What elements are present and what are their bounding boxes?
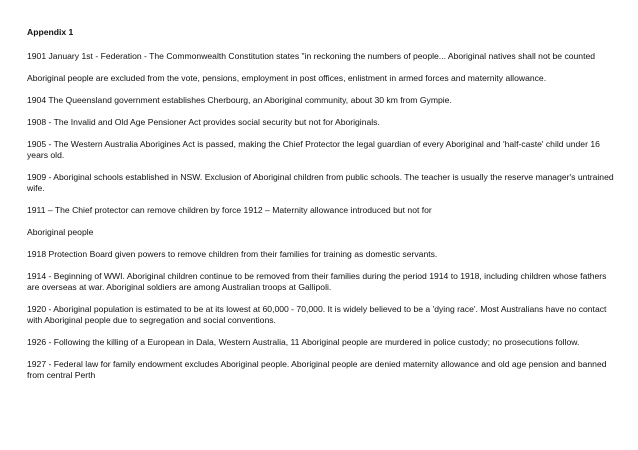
paragraph-1908-pension-act: 1908 - The Invalid and Old Age Pensioner Act provides social security but not for Aboriginals.	[27, 117, 380, 127]
paragraph-1926-dala: 1926 - Following the killing of a European in Dala, Western Australia, 11 Aboriginal people are murdered in police custody; no prosecutions follow.	[27, 337, 580, 347]
paragraph-1904-cherbourg: 1904 The Queensland government establishes Cherbourg, an Aboriginal community, about 30 km from Gympie.	[27, 95, 452, 105]
paragraph-1909-schools: 1909 - Aboriginal schools established in NSW. Exclusion of Aboriginal children from public schools. The teacher is usually the reserve manager's untrained wife.	[27, 172, 614, 193]
appendix-heading: Appendix 1	[27, 27, 74, 37]
document-page	[27, 27, 617, 392]
paragraph-1901-federation: 1901 January 1st - Federation - The Commonwealth Constitution states "in reckoning the numbers of people... Aboriginal natives shall not be counted	[27, 51, 596, 61]
paragraph-aboriginal-people: Aboriginal people	[27, 227, 94, 237]
paragraph-exclusions: Aboriginal people are excluded from the vote, pensions, employment in post offices, enlistment in armed forces and maternity allowance.	[27, 73, 547, 83]
paragraph-1905-wa-act: 1905 - The Western Australia Aborigines Act is passed, making the Chief Protector the legal guardian of every Aboriginal and 'half-caste' child under 16 years old.	[27, 139, 600, 160]
paragraph-1911-removal: 1911 – The Chief protector can remove children by force 1912 – Maternity allowance introduced but not for	[27, 205, 432, 215]
paragraph-1927-family-endowment: 1927 - Federal law for family endowment excludes Aboriginal people. Aboriginal people are denied maternity allowance and old age pension and banned from central Perth	[27, 359, 607, 380]
paragraph-1918-protection-board: 1918 Protection Board given powers to remove children from their families for training as domestic servants.	[27, 249, 438, 259]
paragraph-1920-population: 1920 - Aboriginal population is estimated to be at its lowest at 60,000 - 70,000. It is widely believed to be a 'dying race'. Most Australians have no contact with Aboriginal people due to segregation and social conventions.	[27, 304, 607, 325]
paragraph-1914-wwi: 1914 - Beginning of WWI. Aboriginal children continue to be removed from their families during the period 1914 to 1918, including children whose fathers are overseas at war. Aboriginal soldiers are among Australian troops at Gallipoli.	[27, 271, 607, 292]
